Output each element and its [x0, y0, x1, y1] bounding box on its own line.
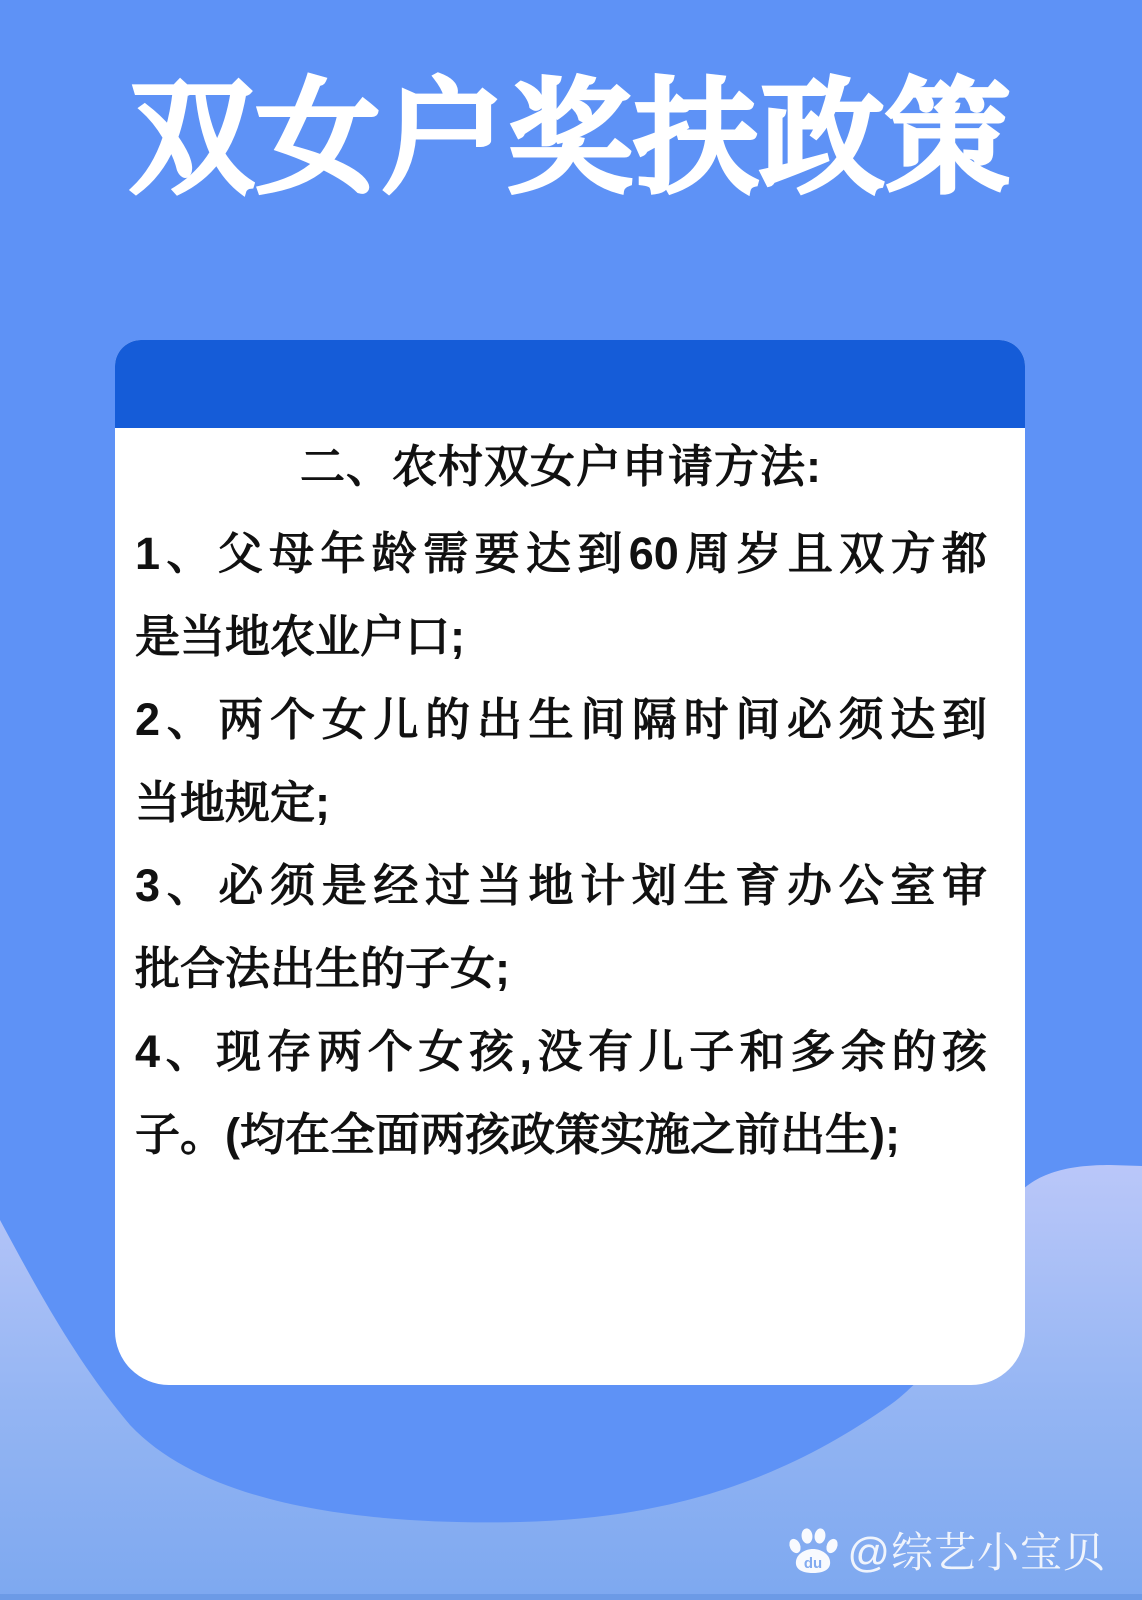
section-heading: 二、农村双女户申请方法: — [300, 441, 822, 492]
policy-item-3-line-2: 批合法出生的子女; — [135, 943, 510, 994]
watermark-handle: @综艺小宝贝 — [847, 1529, 1106, 1576]
policy-item-3 — [135, 844, 987, 1010]
policy-card — [115, 340, 1025, 1385]
policy-item-2-line-1: 2、两个女儿的出生间隔时间必须达到 — [135, 694, 987, 745]
policy-item-1-line-2: 是当地农业户口; — [135, 611, 465, 662]
policy-item-3-line-1: 3、必须是经过当地计划生育办公室审 — [135, 860, 987, 911]
card-header-bar — [115, 340, 1025, 428]
policy-item-4 — [135, 1010, 987, 1176]
baidu-paw-icon — [785, 1525, 841, 1575]
policy-item-2-line-2: 当地规定; — [135, 777, 330, 828]
policy-item-2 — [135, 678, 987, 844]
policy-item-1-line-1: 1、父母年龄需要达到60周岁且双方都 — [135, 528, 987, 579]
policy-item-1 — [135, 512, 987, 678]
watermark — [785, 1520, 1106, 1580]
paw-icon-du-label: du — [804, 1555, 823, 1572]
card-body — [115, 428, 1025, 1176]
policy-item-4-line-2: 子。(均在全面两孩政策实施之前出生); — [135, 1109, 900, 1160]
bottom-edge-strip — [0, 1594, 1142, 1600]
policy-item-4-line-1: 4、现存两个女孩,没有儿子和多余的孩 — [135, 1026, 987, 1077]
page-title: 双女户奖扶政策 — [129, 70, 1012, 208]
